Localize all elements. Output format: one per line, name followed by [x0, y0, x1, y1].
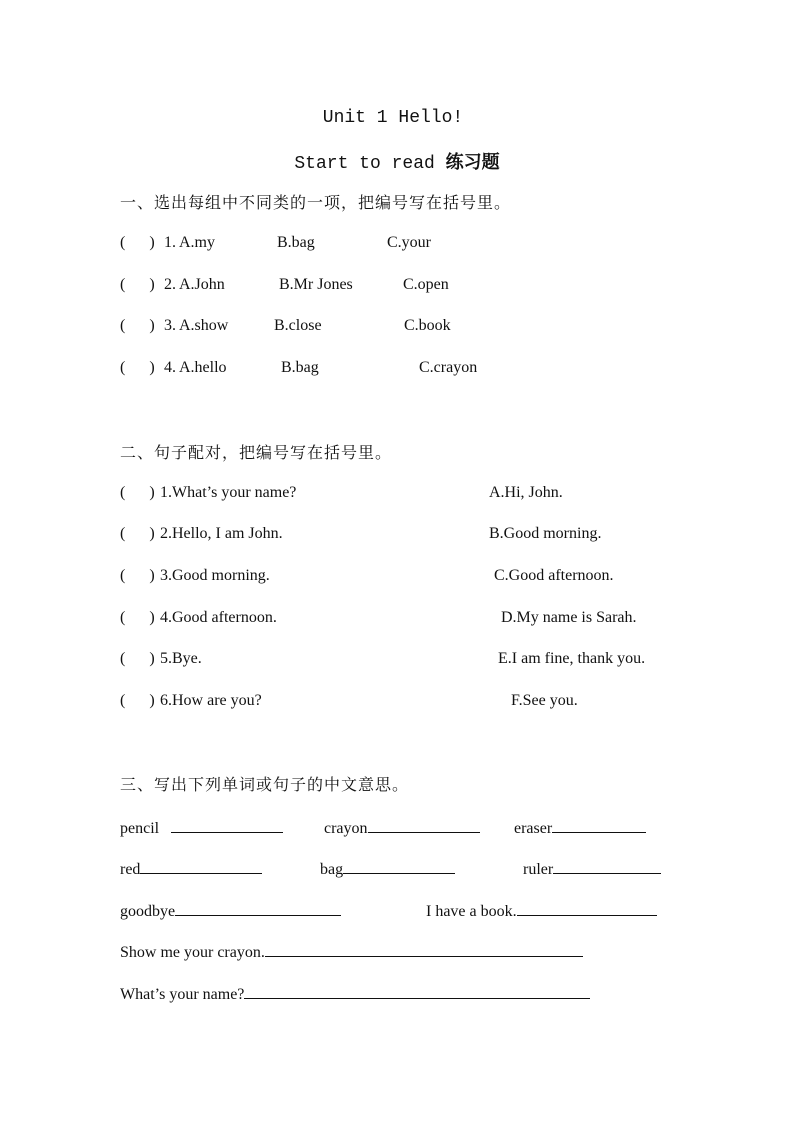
match-answer: B.Good morning.	[489, 525, 602, 542]
match-question: 3.Good morning.	[160, 567, 270, 584]
translate-word: red	[120, 861, 141, 878]
answer-paren[interactable]: ( )	[120, 359, 155, 376]
match-question: 1.What’s your name?	[160, 484, 297, 501]
match-answer: A.Hi, John.	[489, 484, 563, 501]
question-number: 3.	[164, 317, 176, 334]
option-c: C.crayon	[419, 359, 478, 376]
answer-blank[interactable]	[265, 940, 583, 957]
translate-word: bag	[320, 861, 344, 878]
translate-item	[120, 982, 590, 1005]
option-b: B.Mr Jones	[279, 276, 353, 293]
match-question: 6.How are you?	[160, 692, 262, 709]
translate-word: I have a book.	[426, 903, 517, 920]
option-b: B.close	[274, 317, 322, 334]
answer-blank[interactable]	[175, 899, 341, 916]
subtitle-chinese: 练习题	[445, 152, 500, 173]
option-a: A.my	[179, 234, 215, 251]
answer-paren[interactable]: ( )	[120, 650, 155, 667]
option-a: A.hello	[179, 359, 227, 376]
option-a: A.John	[179, 276, 225, 293]
answer-blank[interactable]	[343, 857, 455, 874]
translate-item	[120, 899, 341, 922]
section1-heading: 一、选出每组中不同类的一项，把编号写在括号里。	[120, 193, 512, 212]
question-number: 1.	[164, 234, 176, 251]
translate-item	[324, 816, 480, 839]
answer-paren[interactable]: ( )	[120, 234, 155, 251]
match-answer: E.I am fine, thank you.	[498, 650, 646, 667]
translate-item	[120, 816, 283, 839]
translate-item	[523, 857, 661, 880]
answer-paren[interactable]: ( )	[120, 609, 155, 626]
answer-paren[interactable]: ( )	[120, 525, 155, 542]
subtitle-english: Start to read	[294, 154, 446, 174]
translate-word: goodbye	[120, 903, 176, 920]
translate-item	[514, 816, 646, 839]
section3-heading: 三、写出下列单词或句子的中文意思。	[120, 775, 410, 794]
translate-word: Show me your crayon.	[120, 944, 265, 961]
option-c: C.open	[403, 276, 449, 293]
answer-blank[interactable]	[553, 857, 661, 874]
translate-item	[120, 940, 583, 963]
translate-word: eraser	[514, 820, 553, 837]
answer-paren[interactable]: ( )	[120, 484, 155, 501]
translate-item	[120, 857, 262, 880]
answer-paren[interactable]: ( )	[120, 317, 155, 334]
answer-blank[interactable]	[368, 816, 480, 833]
worksheet-title: Unit 1 Hello!	[322, 108, 464, 128]
option-c: C.your	[387, 234, 431, 251]
match-answer: F.See you.	[511, 692, 578, 709]
section2-heading: 二、句子配对，把编号写在括号里。	[120, 443, 393, 462]
question-number: 4.	[164, 359, 176, 376]
option-b: B.bag	[277, 234, 315, 251]
translate-item	[426, 899, 657, 922]
match-answer: C.Good afternoon.	[494, 567, 614, 584]
translate-word: pencil	[120, 820, 160, 837]
option-b: B.bag	[281, 359, 319, 376]
match-question: 2.Hello, I am John.	[160, 525, 283, 542]
answer-blank[interactable]	[140, 857, 262, 874]
answer-paren[interactable]: ( )	[120, 567, 155, 584]
answer-blank[interactable]	[552, 816, 646, 833]
option-c: C.book	[404, 317, 451, 334]
translate-word: crayon	[324, 820, 368, 837]
answer-blank[interactable]	[244, 982, 590, 999]
answer-paren[interactable]: ( )	[120, 276, 155, 293]
match-question: 4.Good afternoon.	[160, 609, 277, 626]
translate-item	[320, 857, 455, 880]
translate-word: ruler	[523, 861, 554, 878]
answer-blank[interactable]	[517, 899, 657, 916]
option-a: A.show	[179, 317, 229, 334]
match-question: 5.Bye.	[160, 650, 202, 667]
answer-paren[interactable]: ( )	[120, 692, 155, 709]
worksheet-subtitle	[0, 148, 794, 174]
question-number: 2.	[164, 276, 176, 293]
translate-word: What’s your name?	[120, 986, 245, 1003]
answer-blank[interactable]	[171, 816, 283, 833]
match-answer: D.My name is Sarah.	[501, 609, 637, 626]
